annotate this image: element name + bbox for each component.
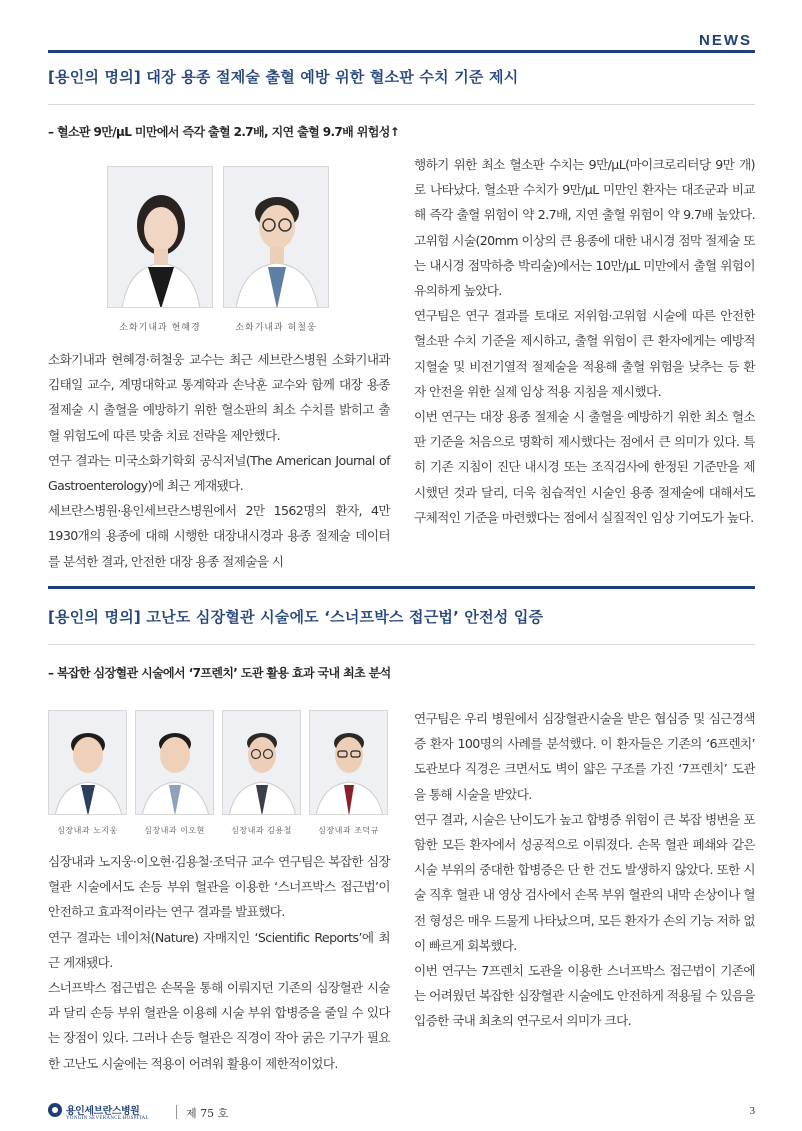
portrait-photo-cho <box>309 710 388 815</box>
photo-caption: 소화기내과 허철웅 <box>235 323 317 333</box>
paragraph: 연구 결과는 미국소화기학회 공식저널(The American Journal of Gastroenterology)에 최근 게재됐다. <box>48 452 390 494</box>
hospital-emblem-icon <box>48 1103 62 1117</box>
paragraph: 연구팀은 우리 병원에서 심장혈관시술을 받은 협심증 및 심근경색증 환자 100명의 사례를 분석했다. 이 환자들은 기존의 ‘6프렌치’ 도관보다 직경은 크면서도 벽이 얇은 구조를 가진 ‘7프렌치’ 도관을 통해 시술을 받았다. <box>414 711 755 802</box>
paragraph: 이번 연구는 7프렌치 도관을 이용한 스너프박스 접근법이 기존에는 어려웠던 복잡한 심장혈관 시술에도 안전하게 적용될 수 있음을 입증한 국내 최초의 연구로서 의미가 크다. <box>414 963 755 1029</box>
article-1-subtitle: – 혈소판 9만/μL 미만에서 즉각 출혈 2.7배, 지연 출혈 9.7배 위험성↑ <box>48 125 400 139</box>
article-divider <box>48 586 755 589</box>
portrait-photo-kim <box>222 710 301 815</box>
paragraph: 연구팀은 연구 결과를 토대로 저위험·고위험 시술에 따른 안전한 혈소판 수치 기준을 제시하고, 출혈 위험이 큰 환자에게는 예방적 지혈술 및 비전기열적 절제술을 적용해 출혈 위험을 낮추는 등 환자 안전을 위한 실제 임상 적용 지침을 제시했다. <box>414 308 755 399</box>
paragraph: 심장내과 노지웅·이오현·김용철·조덕규 교수 연구팀은 복잡한 심장혈관 시술에서도 손등 부위 혈관을 이용한 ‘스너프박스 접근법’이 안전하고 효과적이라는 연구 결과를 발표했다. <box>48 854 390 920</box>
hospital-logo-text: 용인세브란스병원 <box>66 1106 140 1117</box>
paragraph: 소화기내과 현혜경·허철웅 교수는 최근 세브란스병원 소화기내과 김태일 교수, 계명대학교 통계학과 손낙훈 교수와 함께 대장 용종 절제술 시 출혈을 예방하기 위한 혈소판의 최소 수치를 밝히고 출혈 위험도에 따른 맞춤 치료 전략을 제안했다. <box>48 352 390 443</box>
issue-number: 제 75 호 <box>186 1107 229 1120</box>
article-1-left-column <box>48 347 390 574</box>
article-1-title: [용인의 명의] 대장 용종 절제술 출혈 예방 위한 혈소판 수치 기준 제시 <box>48 68 519 86</box>
paragraph: 연구 결과, 시술은 난이도가 높고 합병증 위험이 큰 복잡 병변을 포함한 모든 환자에서 성공적으로 이뤄졌다. 손목 혈관 폐쇄와 같은 시술 부위의 중대한 합병증은 단 한 건도 발생하지 않았다. 또한 시술 직후 혈관 내 영상 검사에서 손목 부위 혈관의 내막 손상이나 혈전 형성은 매우 드물게 나타났으며, 모든 환자가 손의 기능 저하 없이 빠르게 회복했다. <box>414 811 755 953</box>
photo-caption: 심장내과 조덕규 <box>318 826 379 835</box>
hospital-logo-english: YONGIN SEVERANCE HOSPITAL <box>66 1116 149 1121</box>
article-2-right-column <box>414 706 755 1034</box>
header-rule <box>48 50 755 53</box>
article-2-title-block <box>48 606 755 627</box>
footer-separator <box>176 1105 177 1119</box>
paragraph: 스너프박스 접근법은 손목을 통해 이뤄지던 기존의 심장혈관 시술과 달리 손등 부위 혈관을 이용해 시술 부위 합병증을 줄일 수 있다는 장점이 있다. 그러나 손등 혈관은 직경이 작아 굵은 기구가 필요한 고난도 시술에는 적용이 어려워 활용이 제한적이었다. <box>48 980 390 1071</box>
page-footer <box>48 1102 755 1128</box>
hospital-logo <box>48 1102 139 1117</box>
article-2-title-rule <box>48 644 755 645</box>
article-1-right-column <box>414 152 755 530</box>
portrait-photo-lee <box>135 710 214 815</box>
article-1-title-block <box>48 66 755 87</box>
paragraph: 연구 결과는 네이처(Nature) 자매지인 ‘Scientific Reports’에 최근 게재됐다. <box>48 929 390 970</box>
photo-caption: 심장내과 이오현 <box>144 826 205 835</box>
page-number: 3 <box>749 1105 755 1117</box>
photo-caption: 심장내과 김용철 <box>231 826 292 835</box>
paragraph: 행하기 위한 최소 혈소판 수치는 9만/μL(마이크로리터당 9만 개)로 나타났다. 혈소판 수치가 9만/μL 미만인 환자는 대조군과 비교해 즉각 출혈 위험이 약 2.7배, 지연 출혈 위험이 약 9.7배 높았다. 고위험 시술(20mm 이상의 큰 용종에 대한 내시경 점막 절제술 또는 내시경 점막하층 박리술)에서는 10만/μL 미만에서 출혈 위험이 유의하게 높았다. <box>414 157 755 299</box>
article-2-left-column <box>48 849 390 1076</box>
portrait-photo-hyun <box>107 166 213 308</box>
portrait-photo-heo <box>223 166 329 308</box>
section-label: NEWS <box>699 32 752 49</box>
portrait-photo-noh <box>48 710 127 815</box>
photo-caption: 소화기내과 현혜경 <box>119 323 201 333</box>
article-2-title: [용인의 명의] 고난도 심장혈관 시술에도 ‘스너프박스 접근법’ 안전성 입증 <box>48 608 544 626</box>
photo-caption: 심장내과 노지웅 <box>57 826 118 835</box>
paragraph: 이번 연구는 대장 용종 절제술 시 출혈을 예방하기 위한 최소 혈소판 기준을 처음으로 명확히 제시했다는 점에서 큰 의미가 있다. 특히 기존 지침이 진단 내시경 또는 조직검사에 한정된 기준만을 제시했던 것과 달리, 더욱 침습적인 시술인 용종 절제술에 대해서도 구체적인 기준을 마련했다는 점에서 실질적인 임상 기여도가 높다. <box>414 409 755 525</box>
article-1-title-rule <box>48 104 755 105</box>
article-2-subtitle: – 복잡한 심장혈관 시술에서 ‘7프렌치’ 도관 활용 효과 국내 최초 분석 <box>48 666 391 680</box>
paragraph: 세브란스병원·용인세브란스병원에서 2만 1562명의 환자, 4만 1930개의 용종에 대해 시행한 대장내시경과 용종 절제술 데이터를 분석한 결과, 안전한 대장 용종 절제술을 시 <box>48 503 390 569</box>
